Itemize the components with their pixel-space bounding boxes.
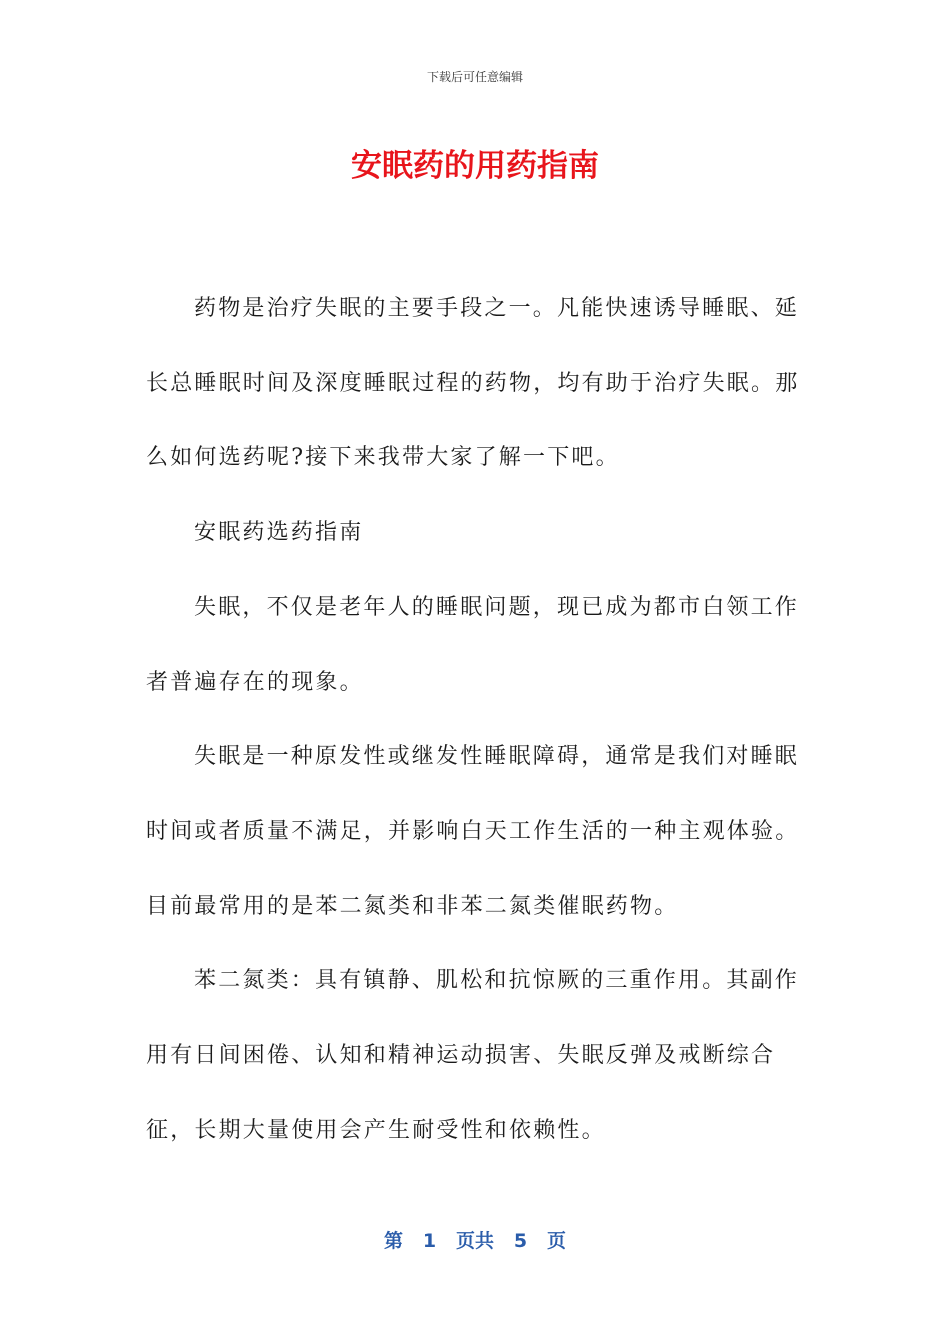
document-title: 安眠药的用药指南 xyxy=(351,148,599,184)
paragraph-intro: 药物是治疗失眠的主要手段之一。凡能快速诱导睡眠、延长总睡眠时间及深度睡眠过程的药物，均有助于治疗失眠。那么如何选药呢?接下来我带大家了解一下吧。 xyxy=(146,296,800,471)
footer-total-pages: 5 xyxy=(513,1230,528,1252)
paragraph-benzodiazepines: 苯二氮类：具有镇静、肌松和抗惊厥的三重作用。其副作用有日间困倦、认知和精神运动损害、失眠反弹及戒断综合征，长期大量使用会产生耐受性和依赖性。 xyxy=(146,968,800,1143)
footer-suffix: 页 xyxy=(546,1230,566,1252)
header-note: 下载后可任意编辑 xyxy=(426,70,523,84)
footer-page-number: 1 xyxy=(422,1230,437,1252)
paragraph-insomnia-definition: 失眠是一种原发性或继发性睡眠障碍，通常是我们对睡眠时间或者质量不满足，并影响白天工作生活的一种主观体验。目前最常用的是苯二氮类和非苯二氮类催眠药物。 xyxy=(146,744,800,919)
document-body xyxy=(146,272,810,1168)
footer-middle: 页共 xyxy=(455,1230,494,1252)
paragraph-subheading: 安眠药选药指南 xyxy=(194,520,364,546)
footer-prefix: 第 xyxy=(384,1230,404,1252)
page-footer xyxy=(0,1226,950,1253)
paragraph-insomnia-common: 失眠，不仅是老年人的睡眠问题，现已成为都市白领工作者普遍存在的现象。 xyxy=(146,594,800,695)
